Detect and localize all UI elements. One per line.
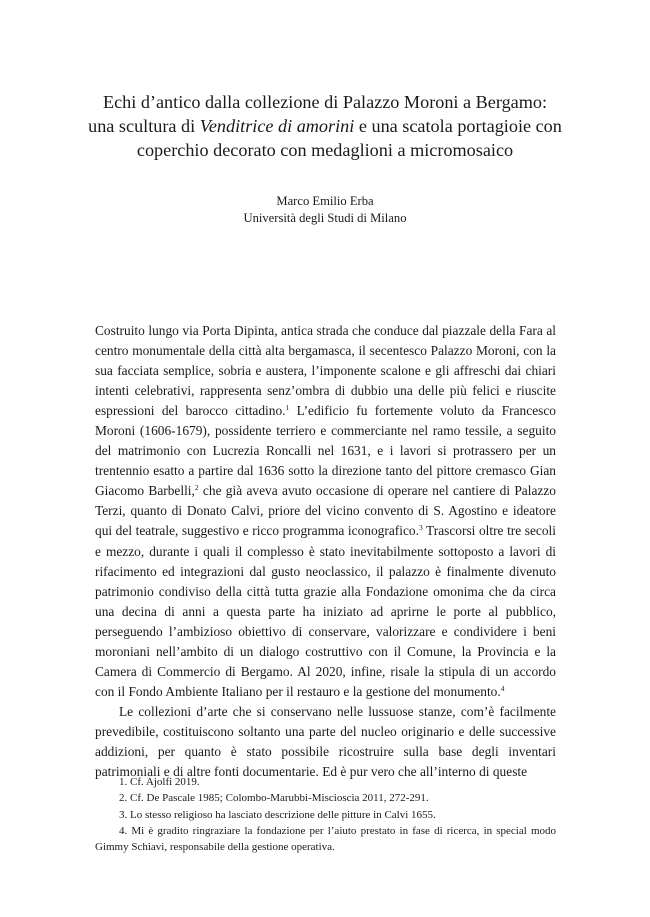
paragraph-1-sentence-3: che già aveva avuto occasione di operare nel cantiere di Palazzo Terzi, quanto di Donato Calvi, priore del vicino convento di S. Agostino e ideatore qui del teatrale, suggestivo e ricco programma iconografico. xyxy=(95,483,556,539)
paragraph-1 xyxy=(95,321,556,702)
footnotes xyxy=(95,774,556,855)
footnote-ref-4[interactable]: 4 xyxy=(500,683,505,693)
footnote-ref-1[interactable]: 1 xyxy=(285,403,290,413)
paragraph-1-sentence-1: Costruito lungo via Porta Dipinta, antica strada che conduce dal piazzale della Fara al centro monumentale della città alta bergamasca, il secentesco Palazzo Moroni, con la sua facciata semplice, sobria e austera, l’imponente scalone e gli affreschi dai chiari intenti celebrativi, rappresenta senz’ombra di dubbio una delle più felici e riuscite espressioni del barocco cittadino. xyxy=(95,323,556,419)
body-text xyxy=(95,321,556,782)
footnote-4: 4. Mi è gradito ringraziare la fondazione per l’aiuto prestato in fase di ricerca, in special modo Gimmy Schiavi, responsabile della gestione operativa. xyxy=(95,824,556,854)
title-line-3: coperchio decorato con medaglioni a micromosaico xyxy=(136,140,514,160)
paragraph-2: Le collezioni d’arte che si conservano nelle lussuose stanze, com’è facilmente prevedibile, costituiscono soltanto una parte del nucleo originario e delle successive addizioni, per quanto è stato possibile ricostruire sulla base degli inventari patrimoniali e di altre fonti documentarie. Ed è pur vero che all’interno di queste xyxy=(95,703,556,780)
title-line-2-post: e una scatola portagioie con xyxy=(354,116,562,136)
footnote-2: 2. Cf. De Pascale 1985; Colombo-Marubbi-Miscioscìa 2011, 272-291. xyxy=(119,792,429,805)
paragraph-1-sentence-4: Trascorsi oltre tre secoli e mezzo, durante i quali il complesso è stato inevitabilmente sottoposto a lavori di rifacimento ed integrazioni dal gusto neoclassico, il palazzo è finalmente divenuto patrimonio condiviso della città tutta grazie alla Fondazione omonima che da circa una decina di anni a questa parte ha iniziato ad aprirne le porte al pubblico, perseguendo l’ambizioso obiettivo di conservare, valorizzare e condividere i beni moroniani nell’ambito di un dialogo costruttivo con il Comune, la Provincia e la Camera di Commercio di Bergamo. Al 2020, infine, risale la stipula di un accordo con il Fondo Ambiente Italiano per il restauro e la gestione del monumento. xyxy=(95,523,556,699)
title-italic-phrase: Venditrice di amorini xyxy=(199,116,355,136)
author-block xyxy=(0,193,650,227)
title-line-2 xyxy=(70,114,580,138)
footnote-ref-2[interactable]: 2 xyxy=(194,483,199,493)
title-line-2-pre: una scultura di xyxy=(88,116,200,136)
footnote-1: 1. Cf. Ajolfi 2019. xyxy=(119,776,200,788)
paragraph-1-sentence-2: L’edificio fu fortemente voluto da Francesco Moroni (1606-1679), possidente terriero e commerciante nel ramo tessile, a seguito del matrimonio con Lucrezia Roncalli nel 1631, e i lavori si protrassero per un trentennio esatto a partire dal 1636 sotto la direzione tanto del pittore cremasco Gian Giacomo Barbelli, xyxy=(95,403,556,499)
title-line-1: Echi d’antico dalla collezione di Palazzo Moroni a Bergamo: xyxy=(102,92,548,112)
footnote-ref-3[interactable]: 3 xyxy=(418,523,423,533)
author-affiliation: Università degli Studi di Milano xyxy=(243,211,407,225)
article-title xyxy=(70,90,580,162)
footnote-3: 3. Lo stesso religioso ha lasciato descrizione delle pitture in Calvi 1655. xyxy=(119,808,436,821)
author-name: Marco Emilio Erba xyxy=(276,194,374,208)
